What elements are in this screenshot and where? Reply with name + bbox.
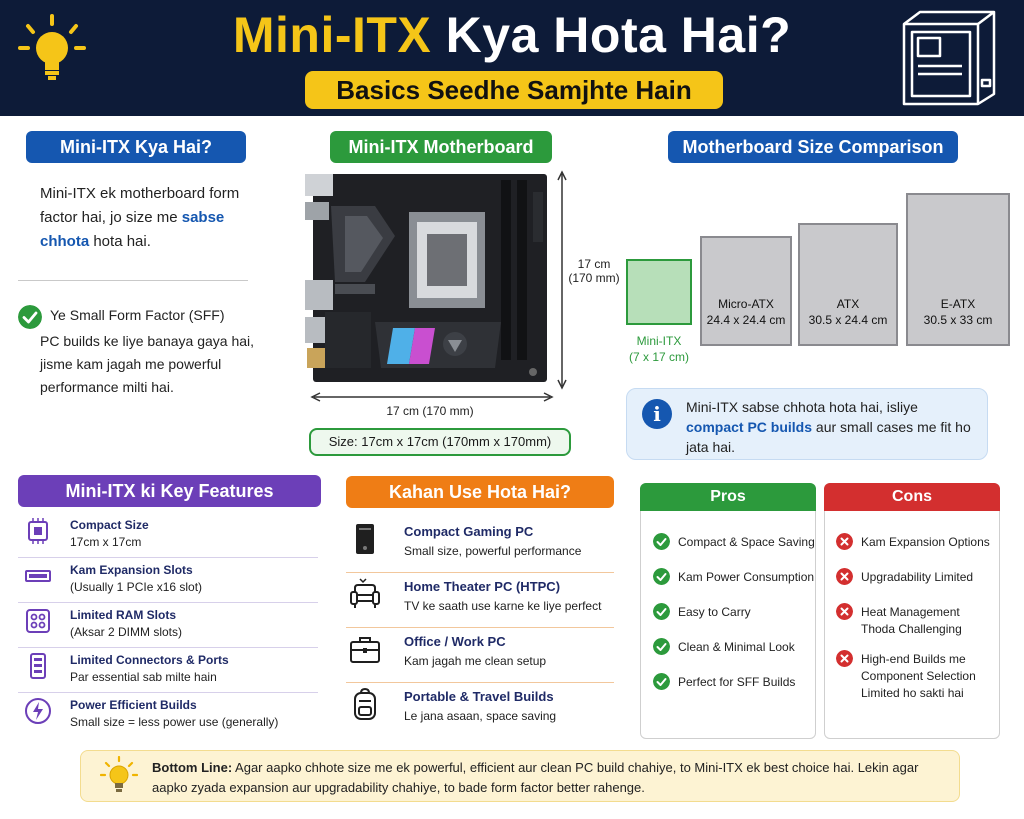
ram-icon	[24, 607, 52, 635]
pro-item: Perfect for SFF Builds	[678, 675, 796, 689]
pro-item: Kam Power Consumption	[678, 570, 815, 584]
check-icon	[653, 638, 670, 655]
micro-atx-board-label: Micro-ATX 24.4 x 24.4 cm	[706, 297, 786, 327]
pcie-slot-icon	[24, 562, 52, 590]
pc-case-icon	[898, 10, 998, 106]
size-note: Size: 17cm x 17cm (170mm x 170mm)	[309, 428, 571, 456]
micro-atx-board-box	[700, 236, 792, 346]
tower-pc-icon	[348, 522, 382, 556]
info-icon: i	[642, 399, 672, 429]
use-item	[346, 683, 614, 738]
use-title: Compact Gaming PC	[404, 524, 534, 539]
feature-item	[18, 603, 318, 648]
intro-divider	[18, 280, 248, 281]
feature-title: Kam Expansion Slots	[70, 563, 193, 577]
page-title: Mini-ITX Kya Hota Hai?	[232, 7, 792, 63]
width-label: 17 cm (170 mm)	[386, 404, 474, 418]
feature-item	[18, 648, 318, 693]
feature-desc: (Usually 1 PCIe x16 slot)	[70, 580, 203, 594]
info-text: Mini-ITX sabse chhota hota hai, isliye compact PC builds aur small cases me fit ho jata hai.	[686, 399, 971, 455]
ports-icon	[24, 652, 52, 680]
feature-desc: (Aksar 2 DIMM slots)	[70, 625, 183, 639]
cross-icon	[836, 568, 853, 585]
check-icon	[653, 533, 670, 550]
use-title: Home Theater PC (HTPC)	[404, 579, 561, 594]
use-desc: Kam jagah me clean setup	[404, 654, 547, 668]
backpack-icon	[348, 687, 382, 721]
mini-itx-board-label: Mini-ITX (7 x 17 cm)	[628, 334, 689, 364]
feature-title: Power Efficient Builds	[70, 698, 197, 712]
use-title: Portable & Travel Builds	[404, 689, 554, 704]
cons-heading: Cons	[824, 483, 1000, 511]
sofa-icon	[348, 577, 382, 611]
sff-body: PC builds ke liye banaya gaya hai, jisme kam jagah me powerful performance milti hai.	[40, 333, 255, 395]
sff-title: Ye Small Form Factor (SFF)	[50, 307, 225, 323]
feature-item	[18, 558, 318, 603]
con-item: Heat Management Thoda Challenging	[861, 605, 962, 636]
uses-heading: Kahan Use Hota Hai?	[346, 476, 614, 508]
con-item: Upgradability Limited	[861, 570, 974, 584]
chip-icon	[24, 517, 52, 545]
mini-itx-board-box	[626, 259, 692, 325]
width-dimension-arrow	[310, 390, 554, 404]
page-subtitle: Basics Seedhe Samjhte Hain	[305, 71, 723, 109]
intro-text: Mini-ITX ek motherboard form factor hai, jo size me sabse chhota hota hai.	[40, 185, 240, 250]
check-icon	[653, 603, 670, 620]
feature-title: Compact Size	[70, 518, 149, 532]
use-title: Office / Work PC	[404, 634, 506, 649]
feature-item	[18, 513, 318, 558]
features-heading: Mini-ITX ki Key Features	[18, 475, 321, 507]
use-desc: TV ke saath use karne ke liye perfect	[404, 599, 602, 613]
feature-desc: Small size = less power use (generally)	[70, 715, 279, 729]
lightbulb-icon	[100, 756, 138, 796]
use-desc: Small size, powerful performance	[404, 544, 582, 558]
feature-title: Limited Connectors & Ports	[70, 653, 229, 667]
intro-heading: Mini-ITX Kya Hai?	[26, 131, 246, 163]
use-item	[346, 573, 614, 628]
feature-desc: 17cm x 17cm	[70, 535, 142, 549]
cross-icon	[836, 533, 853, 550]
con-item: Kam Expansion Options	[861, 535, 990, 549]
cross-icon	[836, 603, 853, 620]
use-desc: Le jana asaan, space saving	[404, 709, 557, 723]
check-icon	[653, 568, 670, 585]
comparison-heading: Motherboard Size Comparison	[668, 131, 958, 163]
atx-board-label: ATX 30.5 x 24.4 cm	[808, 297, 888, 327]
con-item: High-end Builds me Component Selection Limited ho sakti hai	[861, 652, 976, 700]
motherboard-heading: Mini-ITX Motherboard	[330, 131, 552, 163]
briefcase-icon	[348, 632, 382, 666]
pros-heading: Pros	[640, 483, 816, 511]
lightning-icon	[24, 697, 52, 725]
bottom-line-text: Bottom Line: Agar aapko chhote size me ek powerful, efficient aur clean PC build chahiye, to Mini-ITX ek best choice hai. Lekin agar aapko zyada expansion aur upgradability chahiye, to bade form factor better rahenge.	[152, 760, 919, 795]
feature-item	[18, 693, 318, 738]
feature-desc: Par essential sab milte hain	[70, 670, 217, 684]
height-label: 17 cm (170 mm)	[568, 257, 620, 285]
use-item	[346, 518, 614, 573]
pro-item: Easy to Carry	[678, 605, 751, 619]
cross-icon	[836, 650, 853, 667]
motherboard-illustration	[305, 172, 549, 388]
pro-item: Compact & Space Saving	[678, 535, 815, 549]
use-item	[346, 628, 614, 683]
check-circle-icon	[18, 305, 42, 329]
check-icon	[653, 673, 670, 690]
e-atx-board-label: E-ATX 30.5 x 33 cm	[923, 297, 993, 327]
feature-title: Limited RAM Slots	[70, 608, 177, 622]
pro-item: Clean & Minimal Look	[678, 640, 795, 654]
